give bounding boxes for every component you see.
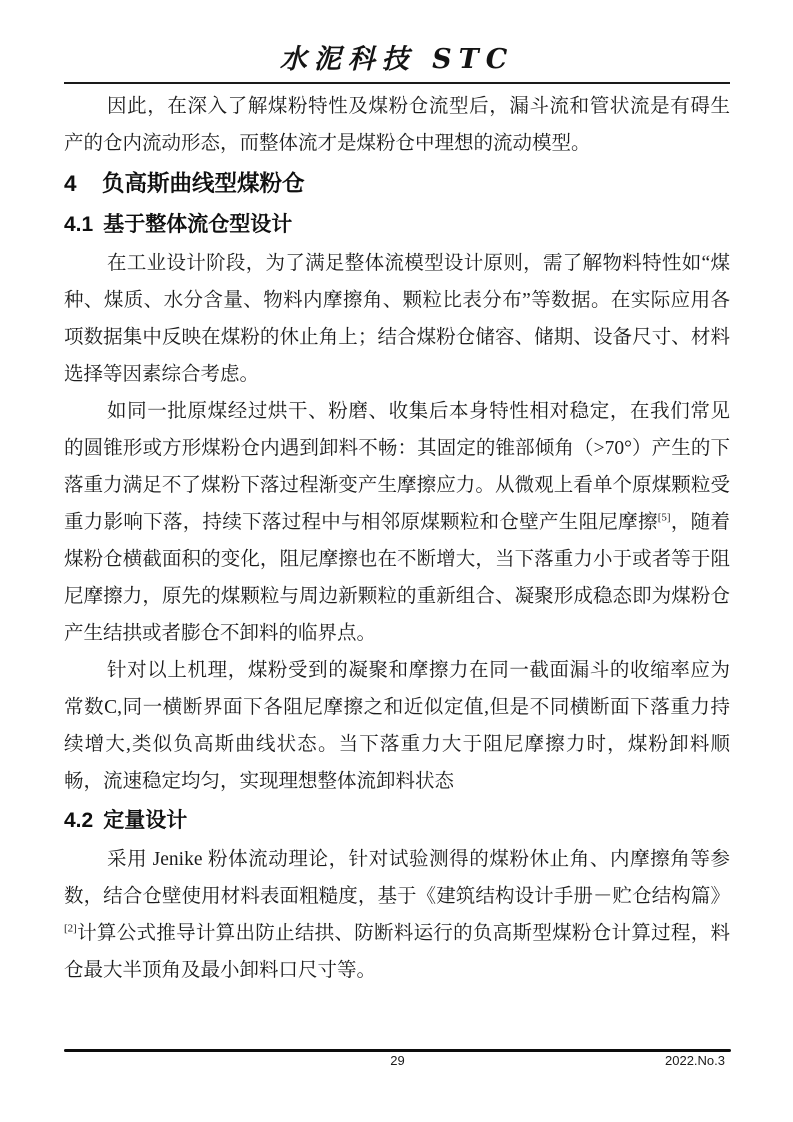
citation-ref-2: [2]	[64, 922, 77, 935]
paragraph-quantitative-text-after: 计算公式推导计算出防止结拱、防断料运行的负高斯型煤粉仓计算过程，料仓最大半顶角及最小卸料口尺寸等。	[64, 923, 730, 981]
paragraph-mechanism-text-before: 如同一批原煤经过烘干、粉磨、收集后本身特性相对稳定，在我们常见的圆锥形或方形煤粉仓内遇到卸料不畅：其固定的锥部倾角（>70°）产生的下落重力满足不了煤粉下落过程渐变产生摩擦应力。从微观上看单个原煤颗粒受重力影响下落，持续下落过程中与相邻原煤颗粒和仓壁产生阻尼摩擦	[64, 401, 730, 533]
footer-rule	[64, 1049, 731, 1052]
subsection-title: 基于整体流仓型设计	[103, 213, 293, 236]
paragraph-intro: 因此，在深入了解煤粉特性及煤粉仓流型后，漏斗流和管状流是有碍生产的仓内流动形态，而整体流才是煤粉仓中理想的流动模型。	[64, 96, 730, 154]
paragraph-mechanism-text-after: ，随着煤粉仓横截面积的变化，阻尼摩擦也在不断增大，当下落重力小于或者等于阻尼摩擦力，原先的煤颗粒与周边新颗粒的重新组合、凝聚形成稳态即为煤粉仓产生结拱或者膨仓不卸料的临界点。	[64, 512, 730, 644]
footer-row	[64, 1053, 731, 1073]
page-footer	[64, 1049, 731, 1073]
page-body	[0, 84, 793, 989]
page-header	[0, 0, 793, 84]
paragraph-gauss-curve: 针对以上机理，煤粉受到的凝聚和摩擦力在同一截面漏斗的收缩率应为常数C,同一横断界面下各阻尼摩擦之和近似定值,但是不同横断面下落重力持续增大,类似负高斯曲线状态。当下落重力大于阻尼摩擦力时，煤粉卸料顺畅，流速稳定均匀，实现理想整体流卸料状态	[64, 660, 730, 792]
subsection-heading-4-1	[64, 205, 730, 245]
paragraph-design-data: 在工业设计阶段，为了满足整体流模型设计原则，需了解物料特性如“煤种、煤质、水分含量、物料内摩擦角、颗粒比表分布”等数据。在实际应用各项数据集中反映在煤粉的休止角上；结合煤粉仓储容、储期、设备尺寸、材料选择等因素综合考虑。	[64, 253, 730, 385]
page-number: 29	[390, 1053, 405, 1068]
subsection-heading-4-2	[64, 801, 730, 841]
paragraph-quantitative-text-before: 采用 Jenike 粉体流动理论，针对试验测得的煤粉休止角、内摩擦角等参数，结合仓壁使用材料表面粗糙度，基于《建筑结构设计手册－贮仓结构篇》	[64, 849, 730, 907]
subsection-title: 定量设计	[103, 809, 188, 832]
paragraph-quantitative	[64, 841, 730, 989]
issue-label: 2022.No.3	[665, 1053, 725, 1068]
journal-title: 水泥科技 STC	[279, 44, 515, 75]
citation-ref-5: [5]	[657, 511, 671, 524]
paragraph-mechanism	[64, 393, 730, 652]
section-heading-4	[64, 164, 730, 204]
subsection-number: 4.1	[64, 213, 94, 236]
section-title: 负高斯曲线型煤粉仓	[102, 171, 305, 196]
subsection-number: 4.2	[64, 809, 94, 832]
section-number: 4	[64, 171, 77, 196]
